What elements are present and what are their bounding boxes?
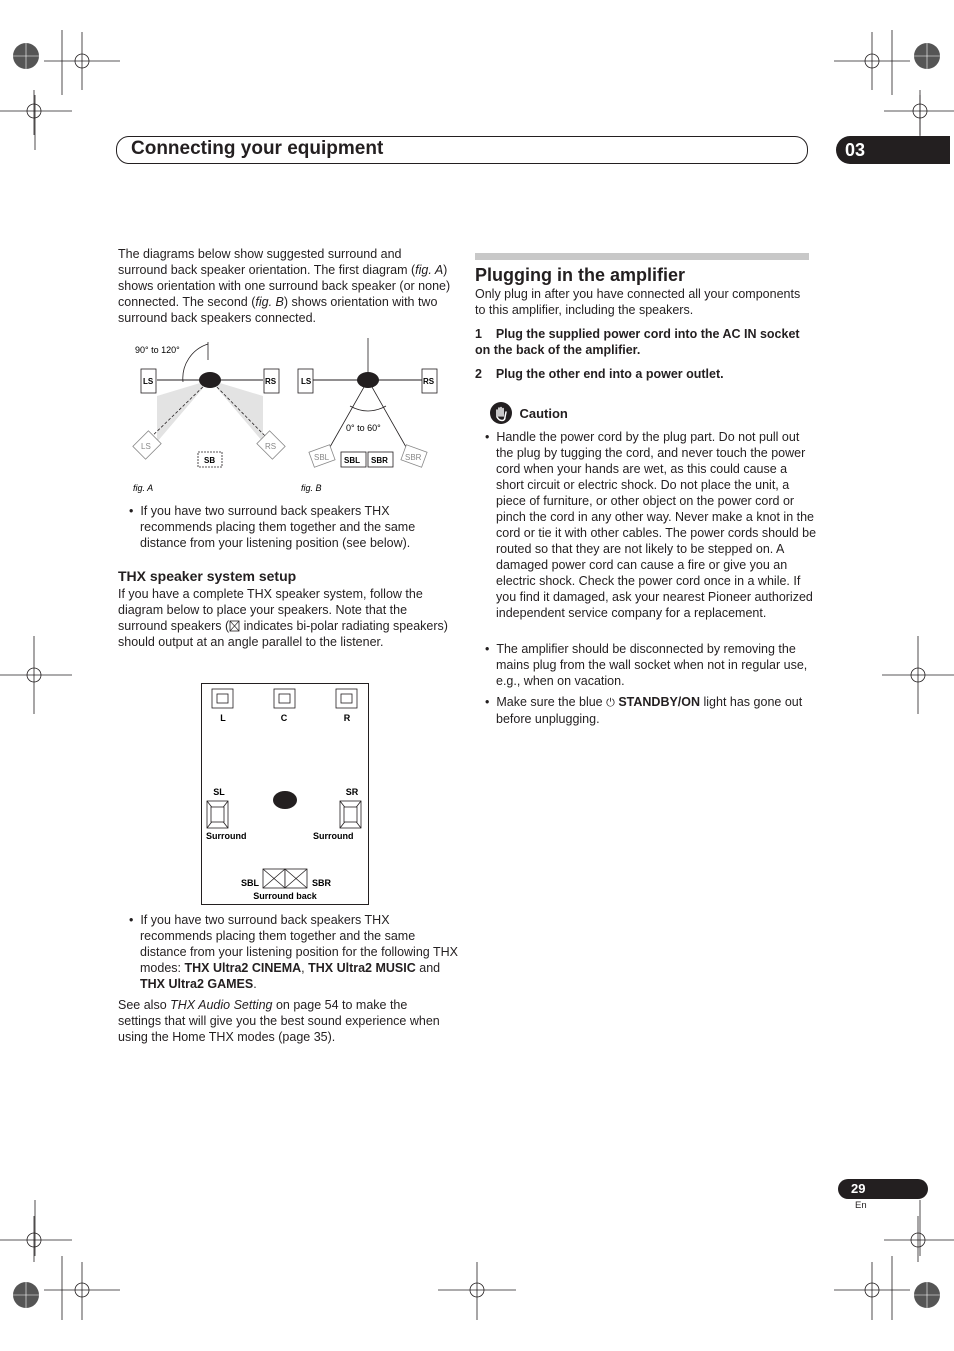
fig-b-ls: LS	[301, 377, 312, 386]
thx-mode-games: THX Ultra2 GAMES	[140, 977, 254, 991]
separator: ,	[301, 961, 309, 975]
page-number: 29	[838, 1179, 928, 1199]
listener-head-icon	[199, 372, 221, 388]
fig-a-rs-front: RS	[265, 377, 277, 386]
power-icon: ⏻	[606, 696, 615, 709]
see-also-paragraph	[118, 997, 452, 1045]
fig-b-sbr-angled: SBR	[405, 453, 422, 462]
caution-bullet-1-text: Handle the power cord by the plug part. Do not pull out the plug by tugging the cord, and never touch the power cord when your hands are wet, as this could cause a short circuit or electric shock. Do not place the unit, a piece of furniture, or other object on the power cord or pinch the cord in any other way. Never make a knot in the cord or tie it with other cables. The power cords should be routed so that they are not likely to be stepped on. A damaged power cord can cause a fire or give you an electric shock. Check the power cord once in a while. If you find it damaged, ask your nearest Pioneer authorized independent service company for a replacement.	[496, 430, 817, 620]
conjunction: and	[415, 961, 441, 975]
left-bullet-2: • If you have two surround back speakers THX recommends placing them together and the same distance from your listening position for the following THX modes: THX Ultra2 CINEMA, THX Ultra2 MUSIC and THX Ultra2 GAMES.	[129, 913, 458, 991]
caution-bullet-2: • The amplifier should be disconnected by removing the mains plug from the wall socket when not in regular use, e.g., when on vacation.	[485, 642, 808, 688]
chapter-number: 03	[836, 136, 950, 164]
intro-text-3: ) shows orientation with two surround back speakers connected.	[118, 295, 438, 325]
plugging-intro: Only plug in after you have connected all your components to this amplifier, including the speakers.	[475, 287, 801, 317]
caution-bullet-1: • Handle the power cord by the plug part. Do not pull out the plug by tugging the cord, and never touch the power cord when your hands are wet, as this could cause a short circuit or electric shock. Do not place the unit, a piece of furniture, or other object on the power cord or pinch the cord in any other way. Never make a knot in the cord or tie it with other cables. The power cords should be routed so that they are not likely to be stepped on. A damaged power cord can cause a fire or give you an electric shock. Check the power cord once in a while. If you find it damaged, ask your nearest Pioneer authorized independent service company for a replacement.	[485, 430, 817, 620]
thx-label-surround-right: Surround	[313, 831, 354, 841]
thx-label-sr: SR	[345, 787, 359, 797]
caution-bullet-3-pre: Make sure the blue	[496, 695, 607, 709]
thx-mode-cinema: THX Ultra2 CINEMA	[184, 961, 302, 975]
thx-label-surround-left: Surround	[206, 831, 247, 841]
thx-label-c: C	[280, 713, 288, 723]
thx-setup-heading: THX speaker system setup	[118, 568, 297, 584]
fig-b-angle-label: 0° to 60°	[346, 423, 381, 433]
fig-b-caption: fig. B	[301, 483, 322, 493]
intro-text-2: ) shows orientation with one surround back speaker (or none) connected. The second (	[118, 263, 451, 309]
see-also-ref: THX Audio Setting	[170, 998, 273, 1012]
fig-b-sbl-box: SBL	[344, 456, 360, 465]
left-bullet-1: • If you have two surround back speakers THX recommends placing them together and the same distance from your listening position (see below).	[129, 504, 416, 550]
period: .	[253, 977, 257, 991]
thx-label-sl: SL	[213, 787, 225, 797]
left-bullet-2-text: If you have two surround back speakers THX recommends placing them together and the same distance from your listening position for the following THX modes:	[140, 913, 458, 975]
fig-a	[133, 342, 285, 493]
page-language: En	[855, 1200, 867, 1211]
fig-b-reference: fig. B	[255, 295, 284, 309]
standby-on-label: STANDBY/ON	[618, 695, 701, 709]
page-title: Connecting your equipment	[131, 138, 384, 159]
thx-text-1: If you have a complete THX speaker system, follow the diagram below to place your speakers. Note that the surround speakers (	[118, 587, 423, 633]
bipolar-speaker-icon	[229, 620, 240, 632]
thx-setup-paragraph	[118, 586, 452, 650]
plugging-heading: Plugging in the amplifier	[475, 265, 686, 285]
caution-bullet-3-post: light has gone out before unplugging.	[496, 695, 803, 726]
caution-title: Caution	[519, 405, 568, 421]
fig-a-ls-rear: LS	[141, 442, 151, 451]
fig-a-sb: SB	[204, 456, 216, 465]
listener-head-icon	[357, 372, 379, 388]
speaker-orientation-diagram	[128, 336, 458, 496]
see-also-pre: See also	[118, 998, 171, 1012]
step-1: 1 Plug the supplied power cord into the AC IN socket on the back of the amplifier.	[475, 327, 804, 357]
intro-text-1: The diagrams below show suggested surround and surround back speaker orientation. The first diagram (	[118, 247, 416, 277]
left-bullet-1-text: If you have two surround back speakers THX recommends placing them together and the same distance from your listening position (see below).	[140, 504, 416, 550]
thx-speaker-diagram	[201, 683, 370, 907]
thx-mode-music: THX Ultra2 MUSIC	[308, 961, 416, 975]
listener-head-icon	[273, 791, 297, 809]
fig-b-sbr-box: SBR	[371, 456, 388, 465]
thx-label-r: R	[343, 713, 351, 723]
fig-a-rs-rear: RS	[265, 442, 277, 451]
intro-paragraph	[118, 246, 454, 326]
fig-a-angle-label: 90° to 120°	[135, 345, 180, 355]
section-divider	[475, 253, 809, 260]
thx-label-surround-back: Surround back	[253, 891, 317, 901]
fig-b-sbl-angled: SBL	[314, 453, 330, 462]
fig-b	[298, 338, 437, 493]
caution-hand-icon	[490, 402, 512, 424]
caution-block	[490, 402, 568, 424]
fig-a-ls-front: LS	[143, 377, 154, 386]
thx-text-2: indicates bi-polar radiating speakers) should output at an angle parallel to the listener.	[118, 619, 448, 649]
fig-a-reference: fig. A	[415, 263, 444, 277]
thx-label-l: L	[220, 713, 226, 723]
thx-label-sbr: SBR	[312, 878, 332, 888]
caution-bullet-3: • Make sure the blue ⏻ STANDBY/ON light has gone out before unplugging.	[485, 695, 803, 726]
see-also-post: on page 54 to make the settings that will give you the best sound experience when using the Home THX modes (page 35).	[118, 998, 440, 1044]
caution-bullet-2-text: The amplifier should be disconnected by removing the mains plug from the wall socket when not in regular use, e.g., when on vacation.	[496, 642, 808, 688]
fig-a-caption: fig. A	[133, 483, 154, 493]
step-2: 2 Plug the other end into a power outlet.	[475, 367, 724, 381]
fig-b-rs: RS	[423, 377, 435, 386]
thx-label-sbl: SBL	[241, 878, 259, 888]
